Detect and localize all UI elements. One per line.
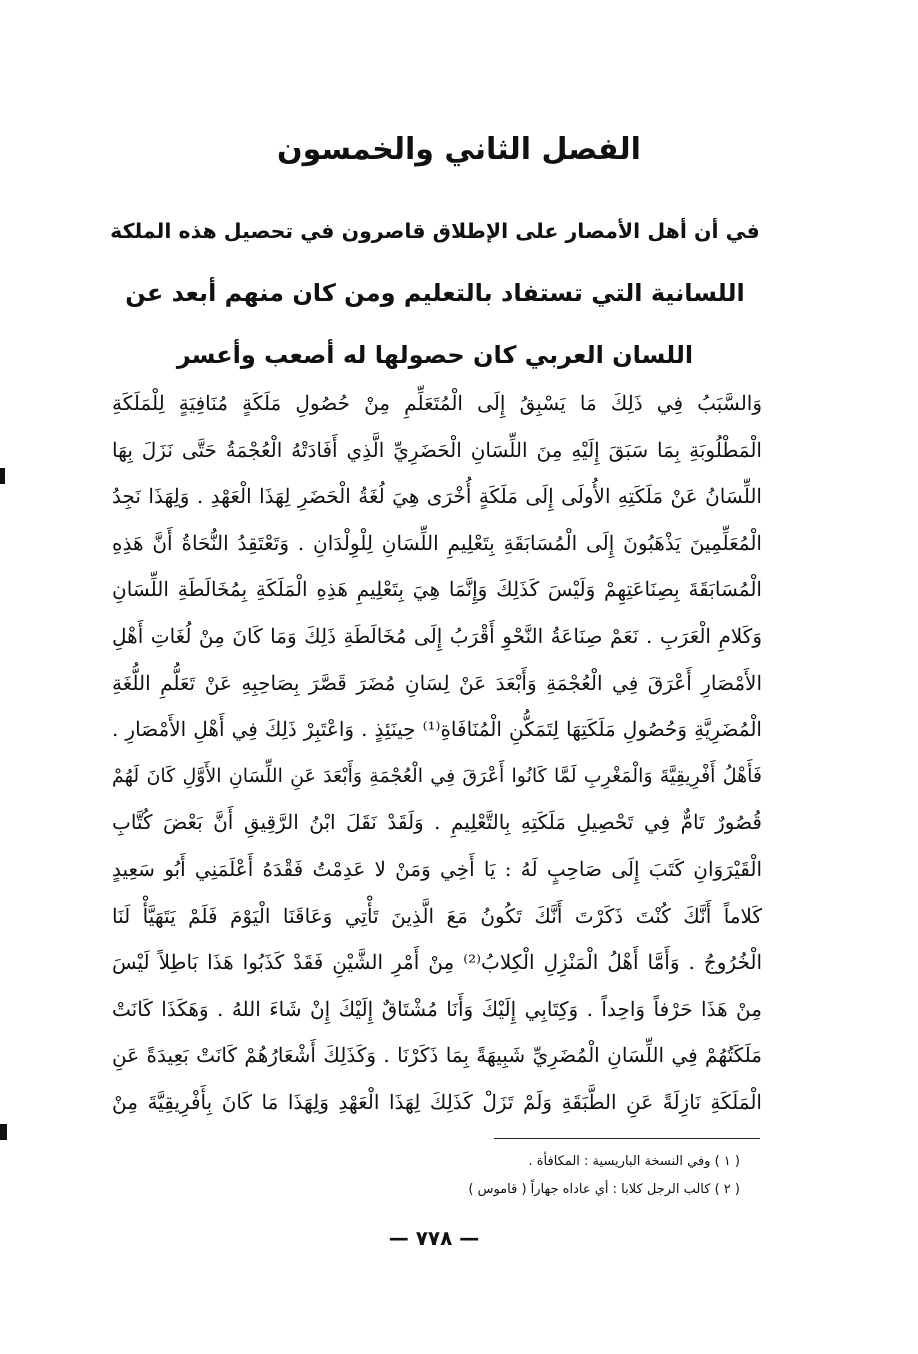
body-line: وَكَلامِ الْعَرَبِ . نَعَمْ صِنَاعَةُ النَّحْوِ أَقْرَبُ إِلَى مُخَالَطَةِ ذَلِكَ وَمَا كَانَ مِنْ لُغَاتِ أَهْلِ bbox=[112, 623, 762, 648]
body-line: الْمَطْلُوبَةِ بِمَا سَبَقَ إِلَيْهِ مِنَ اللِّسَانِ الْحَضَرِيِّ الَّذِي أَفَادَتْهُ الْعُجْمَةُ حَتَّى نَزَلَ بِهَا bbox=[112, 437, 762, 462]
body-line: مَلَكَتُهُمْ فِي اللِّسَانِ الْمُضَرِيِّ شَبِيهَةً بِمَا ذَكَرْنَا . وَكَذَلِكَ أَشْعَارُهُمْ كَانَتْ بَعِيدَةً عَنِ bbox=[112, 1043, 762, 1068]
subtitle-line: في أن أهل الأمصار على الإطلاق قاصرون في تحصيل هذه الملكة bbox=[110, 219, 760, 243]
footnote-1: ( ١ ) وفي النسخة الباريسية : المكافأة . bbox=[528, 1154, 740, 1169]
body-line: قُصُورٌ تَامٌّ فِي تَحْصِيلِ مَلَكَتِهِ بِالتَّعْلِيمِ . وَلَقَدْ نَقَلَ ابْنُ الرَّقِيقِ أَنَّ بَعْضَ كُتَّابِ bbox=[112, 810, 762, 835]
body-line: اللِّسَانُ عَنْ مَلَكَتِهِ الأُولَى إِلَى مَلَكَةٍ أُخْرَى هِيَ لُغَةُ الْحَضَرِ لِهَذَا الْعَهْدِ . وَلِهَذَا نَجِدُ bbox=[112, 484, 762, 509]
body-text bbox=[112, 380, 762, 1126]
footnote-2: ( ٢ ) كالب الرجل كلابا : أي عاداه جهاراً ( قاموس ) bbox=[468, 1182, 740, 1197]
subtitle-line: اللسانية التي تستفاد بالتعليم ومن كان منهم أبعد عن bbox=[125, 279, 745, 307]
body-line: الْخُرُوجُ . وَأَمَّا أَهْلُ الْمَنْزِلِ الْكِلابُ⁽²⁾ مِنْ أَمْرِ الشَّيْنِ فَقَدْ كَذَبُوا هَذَا بَاطِلاً لَيْسَ bbox=[112, 950, 762, 975]
footnotes bbox=[380, 1148, 740, 1204]
footnote-divider bbox=[494, 1138, 760, 1139]
body-line: الْقَيْرَوَانِ كَتَبَ إِلَى صَاحِبٍ لَهُ : يَا أَخِي وَمَنْ لا عَدِمْتُ فَقْدَهُ أَعْلَمَنِي أَبُو سَعِيدٍ bbox=[112, 856, 762, 881]
chapter-subtitle bbox=[110, 200, 760, 386]
body-line: فَأَهْلُ أَفْرِيقِيَّةَ وَالْمَغْرِبِ لَمَّا كَانُوا أَعْرَقَ فِي الْعُجْمَةِ وَأَبْعَدَ عَنِ اللِّسَانِ الأَوَّلِ كَانَ لَهُمْ bbox=[112, 764, 762, 787]
page-number: — ٧٧٨ — bbox=[388, 1226, 480, 1250]
body-line: مِنْ هَذَا حَرْفاً وَاحِداً . وَكِتَابِي إِلَيْكَ وَأَنَا مُشْتَاقٌ إِلَيْكَ إِنْ شَاءَ اللهُ . وَهَكَذَا كَانَتْ bbox=[112, 996, 762, 1021]
body-line: الْمَلَكَةِ نَازِلَةً عَنِ الطَّبَقَةِ وَلَمْ تَزَلْ كَذَلِكَ لِهَذَا الْعَهْدِ وَلِهَذَا مَا كَانَ بِأَفْرِيقِيَّةَ مِنْ bbox=[112, 1089, 762, 1114]
subtitle-line: اللسان العربي كان حصولها له أصعب وأعسر bbox=[176, 341, 694, 369]
body-line: الْمُسَابَقَةَ بِصِنَاعَتِهِمْ وَلَيْسَ كَذَلِكَ وَإِنَّمَا هِيَ بِتَعْلِيمِ هَذِهِ الْمَلَكَةِ بِمُخَالَطَةِ اللِّسَانِ bbox=[112, 577, 762, 602]
chapter-title: الفصل الثاني والخمسون bbox=[277, 132, 641, 167]
body-line: وَالسَّبَبُ فِي ذَلِكَ مَا يَسْبِقُ إِلَى الْمُتَعَلِّمِ مِنْ حُصُولِ مَلَكَةٍ مُنَافِيَةٍ لِلْمَلَكَةِ bbox=[112, 391, 762, 415]
body-line: الأَمْصَارِ أَعْرَقَ فِي الْعُجْمَةِ وَأَبْعَدَ عَنْ لِسَانِ مُضَرَ قَصَّرَ بِصَاحِبِهِ عَنْ تَعَلُّمِ اللُّغَةِ bbox=[112, 670, 762, 695]
body-line: كَلاماً أَنَّكَ كُنْتَ ذَكَرْتَ أَنَّكَ تَكُونُ مَعَ الَّذِينَ تَأْتِي وَعَاقَنَا الْيَوْمَ فَلَمْ يَتَهَيَّأْ لَنَا bbox=[112, 903, 762, 928]
body-line: الْمُضَرِيَّةِ وَحُصُولِ مَلَكَتِهَا لِتَمَكُّنِ الْمُنَافَاةِ⁽¹⁾ حِينَئِذٍ . وَاعْتَبِرْ ذَلِكَ فِي أَهْلِ الأَمْصَارِ . bbox=[112, 717, 762, 742]
body-line: الْمُعَلِّمِينَ يَذْهَبُونَ إِلَى الْمُسَابَقَةِ بِتَعْلِيمِ اللِّسَانِ لِلْوِلْدَانِ . وَتَعْتَقِدُ النُّحَاةُ أَنَّ هَذِهِ bbox=[112, 530, 762, 555]
scan-edge-mark bbox=[0, 468, 5, 484]
scan-edge-mark bbox=[0, 1124, 7, 1140]
